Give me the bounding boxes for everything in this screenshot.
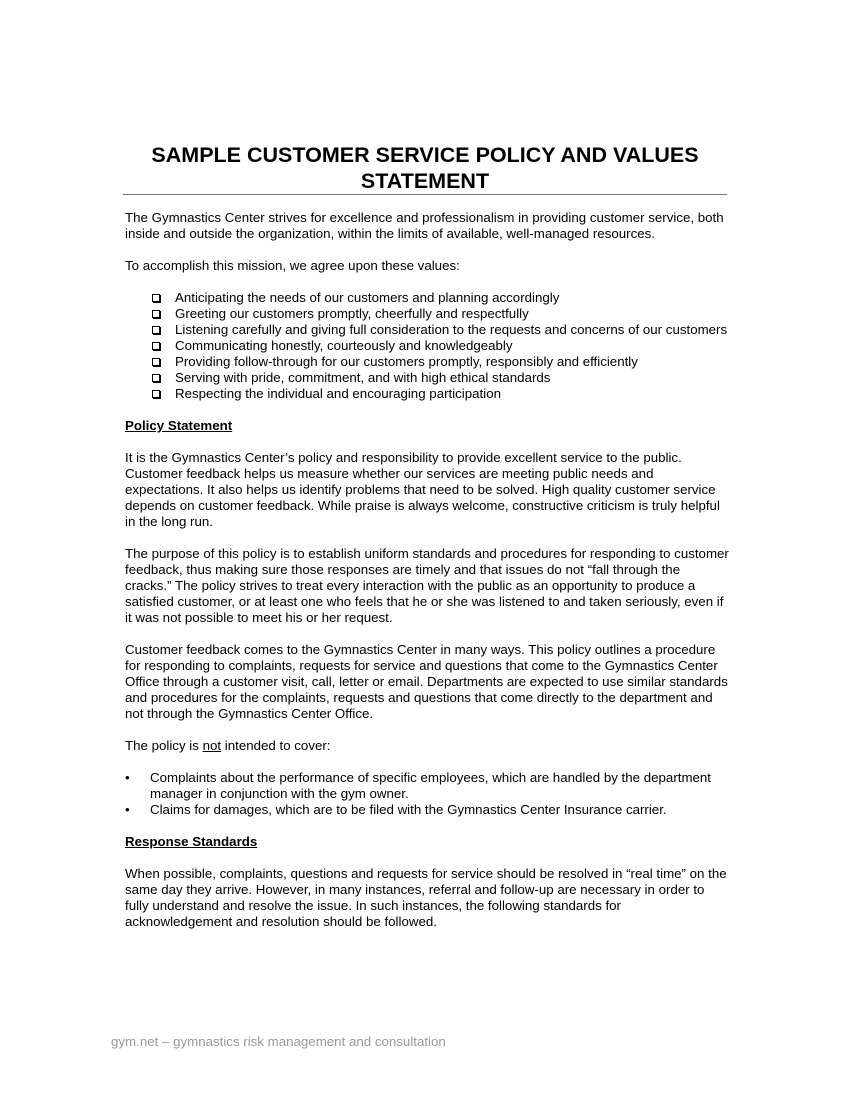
page-footer: gym.net – gymnastics risk management and consultation: [111, 1034, 446, 1049]
bullet-dot-icon: •: [125, 802, 130, 817]
list-item: [125, 370, 730, 386]
list-item: [125, 770, 730, 802]
exclusion-text: Complaints about the performance of specific employees, which are handled by the department manager in conjunction with the gym owner.: [150, 770, 712, 801]
checkbox-square-icon: [152, 294, 160, 302]
not-covered-sentence: The policy is not intended to cover:: [125, 738, 331, 753]
policy-paragraph: It is the Gymnastics Center’s policy and responsibility to provide excellent service to the public. Customer feedback helps us measure whether our services are meeting public needs and expectations. It also helps us identify problems that need to be solved. High quality customer service depends on customer feedback. While praise is always welcome, constructive criticism is truly helpful in the long run.: [125, 450, 720, 529]
value-text: Greeting our customers promptly, cheerfully and respectfully: [175, 306, 529, 321]
document-title: [123, 142, 727, 194]
values-intro: To accomplish this mission, we agree upon these values:: [125, 258, 460, 273]
title-divider: [123, 194, 727, 195]
title-line-2: STATEMENT: [360, 169, 490, 193]
list-item: [125, 322, 730, 338]
list-item: [125, 306, 730, 322]
list-item: [125, 290, 730, 306]
value-text: Anticipating the needs of our customers and planning accordingly: [175, 290, 560, 305]
value-text: Communicating honestly, courteously and knowledgeably: [175, 338, 513, 353]
response-paragraph: When possible, complaints, questions and requests for service should be resolved in “real time” on the same day they arrive. However, in many instances, referral and follow-up are necessary in order to fully understand and resolve the issue. In such instances, the following standards for acknowledgement and resolution should be followed.: [125, 866, 727, 929]
value-text: Respecting the individual and encouraging participation: [175, 386, 501, 401]
value-text: Providing follow-through for our customers promptly, responsibly and efficiently: [175, 354, 638, 369]
checkbox-square-icon: [152, 342, 160, 350]
response-standards-heading: Response Standards: [125, 834, 258, 849]
not-emphasis: not: [202, 738, 222, 753]
list-item: [125, 386, 730, 402]
checkbox-square-icon: [152, 374, 160, 382]
document-body: [125, 210, 730, 930]
checkbox-square-icon: [152, 358, 160, 366]
policy-paragraph: Customer feedback comes to the Gymnastics Center in many ways. This policy outlines a procedure for responding to complaints, requests for service and questions that come to the Gymnastics Center Office through a customer visit, call, letter or email. Departments are expected to use similar standards and procedures for the complaints, requests and questions that come directly to the department and not through the Gymnastics Center Office.: [125, 642, 728, 721]
list-item: [125, 338, 730, 354]
intro-paragraph: The Gymnastics Center strives for excellence and professionalism in providing customer service, both inside and outside the organization, within the limits of available, well-managed resources.: [125, 210, 724, 241]
list-item: [125, 802, 730, 818]
checkbox-square-icon: [152, 310, 160, 318]
exclusions-list: [125, 770, 730, 818]
value-text: Serving with pride, commitment, and with high ethical standards: [175, 370, 551, 385]
checkbox-square-icon: [152, 326, 160, 334]
checkbox-square-icon: [152, 390, 160, 398]
exclusion-text: Claims for damages, which are to be filed with the Gymnastics Center Insurance carrier.: [150, 802, 667, 817]
list-item: [125, 354, 730, 370]
bullet-dot-icon: •: [125, 770, 130, 785]
value-text: Listening carefully and giving full consideration to the requests and concerns of our customers: [175, 322, 728, 337]
policy-statement-heading: Policy Statement: [125, 418, 233, 433]
policy-paragraph: The purpose of this policy is to establish uniform standards and procedures for responding to customer feedback, thus making sure those responses are timely and that issues do not “fall through the cracks.” The policy strives to treat every interaction with the public as an opportunity to produce a satisfied customer, or at least one who feels that he or she was listened to and taken seriously, even if it was not possible to meet his or her request.: [125, 546, 729, 625]
title-line-1: SAMPLE CUSTOMER SERVICE POLICY AND VALUES: [151, 143, 699, 167]
values-list: [125, 290, 730, 402]
